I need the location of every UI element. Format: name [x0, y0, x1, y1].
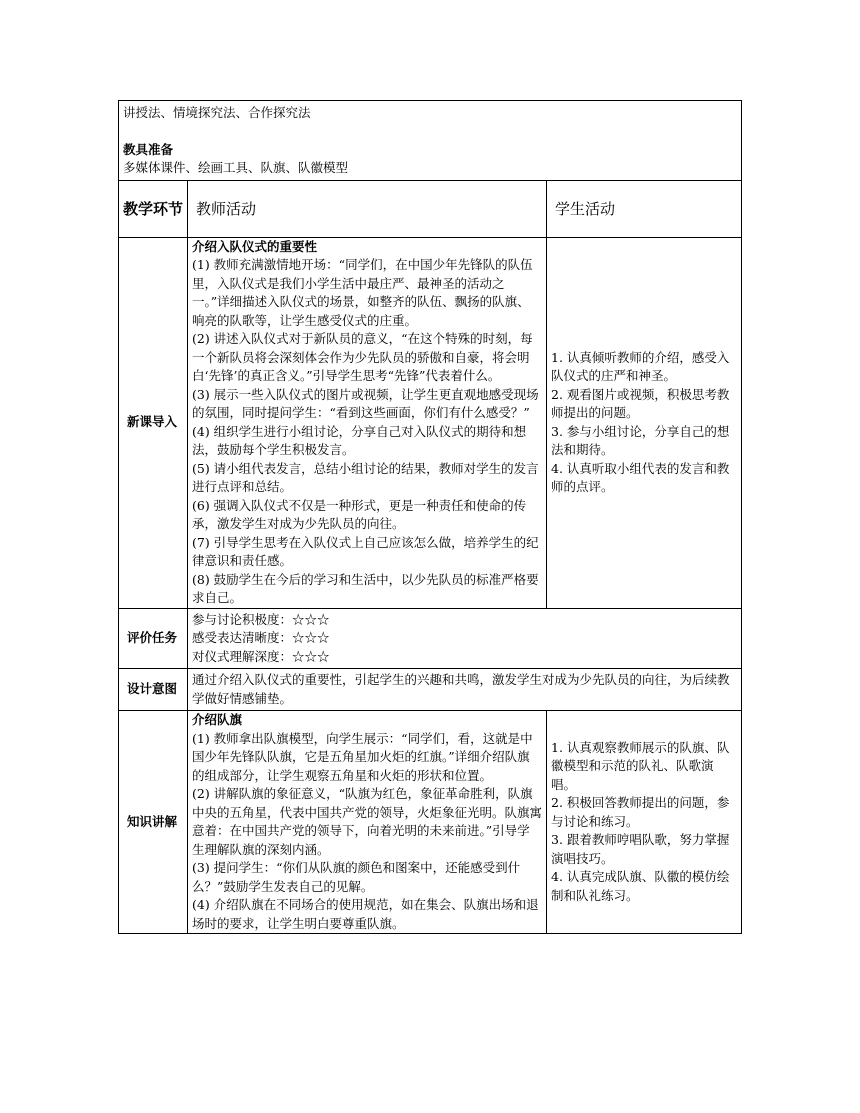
teacher-step: (1) 教师充满激情地开场：“同学们，在中国少年先锋队的队伍里，入队仪式是我们小学生活中最庄严、最神圣的活动之一。”详细描述入队仪式的场景，如整齐的队伍、飘扬的队旗、响亮的队歌等，让学生感受仪式的庄重。 [192, 257, 533, 328]
teacher-step: (3) 提问学生：“你们从队旗的颜色和图案中，还能感受到什么？”鼓励学生发表自己的见解。 [192, 860, 521, 894]
teacher-step: (6) 强调入队仪式不仅是一种形式，更是一种责任和使命的传承，激发学生对成为少先队员的向往。 [192, 497, 527, 531]
section-row-knowledge [119, 711, 742, 934]
evaluation-item: 对仪式理解深度：☆☆☆ [192, 648, 330, 664]
intro-row [119, 101, 742, 181]
materials-title: 教具准备 [123, 141, 174, 157]
teaching-methods: 讲授法、情境探究法、合作探究法 [123, 105, 311, 120]
teacher-activity-cell [188, 711, 547, 934]
evaluation-item: 感受表达清晰度：☆☆☆ [192, 630, 330, 645]
intro-cell [119, 101, 742, 181]
teacher-step: (1) 教师拿出队旗模型，向学生展示：“同学们，看，这就是中国少年先锋队队旗，它是五角星加火炬的红旗。”详细介绍队旗的组成部分，让学生观察五角星和火炬的形状和位置。 [192, 730, 533, 783]
teacher-step: (4) 介绍队旗在不同场合的使用规范，如在集会、队旗出场和退场时的要求，让学生明白要尊重队旗。 [192, 897, 539, 931]
design-intent-row [119, 669, 742, 711]
student-step: 3. 参与小组讨论，分享自己的想法和期待。 [551, 423, 730, 457]
teacher-step: (7) 引导学生思考在入队仪式上自己应该怎么做，培养学生的纪律意识和责任感。 [192, 534, 539, 568]
student-step: 2. 积极回答教师提出的问题，参与讨论和练习。 [551, 795, 730, 829]
header-student-activity: 学生活动 [547, 180, 742, 237]
student-step: 4. 认真完成队旗、队徽的模仿绘制和队礼练习。 [551, 869, 730, 903]
student-activity-cell [547, 711, 742, 934]
section-label: 新课导入 [119, 237, 188, 608]
student-step: 1. 认真观察教师展示的队旗、队徽模型和示范的队礼、队歌演唱。 [551, 739, 730, 792]
student-activity-cell [547, 237, 742, 608]
student-step: 2. 观看图片或视频，积极思考教师提出的问题。 [551, 386, 730, 420]
student-step: 4. 认真听取小组代表的发言和教师的点评。 [551, 460, 730, 494]
section-label: 知识讲解 [119, 711, 188, 934]
section-title: 介绍队旗 [192, 712, 243, 727]
lesson-plan-page [118, 100, 741, 934]
student-step: 3. 跟着教师哼唱队歌，努力掌握演唱技巧。 [551, 832, 730, 866]
header-teacher-activity: 教师活动 [188, 180, 547, 237]
teacher-step: (5) 请小组代表发言，总结小组讨论的结果，教师对学生的发言进行点评和总结。 [192, 460, 539, 494]
teacher-activity-cell [188, 237, 547, 608]
student-step: 1. 认真倾听教师的介绍，感受入队仪式的庄严和神圣。 [551, 349, 730, 383]
teacher-step: (3) 展示一些入队仪式的图片或视频，让学生更直观地感受现场的氛围，同时提问学生：“看到这些画面，你们有什么感受？” [192, 386, 539, 420]
teacher-step: (4) 组织学生进行小组讨论，分享自己对入队仪式的期待和想法，鼓励每个学生积极发言。 [192, 423, 527, 457]
header-stage: 教学环节 [119, 180, 188, 237]
design-intent-text: 通过介绍入队仪式的重要性，引起学生的兴趣和共鸣，激发学生对成为少先队员的向往，为后续教学做好情感铺垫。 [188, 669, 742, 711]
design-intent-label: 设计意图 [119, 669, 188, 711]
table-header-row [119, 180, 742, 237]
evaluation-label: 评价任务 [119, 608, 188, 669]
section-row-intro [119, 237, 742, 608]
teacher-step: (8) 鼓励学生在今后的学习和生活中，以少先队员的标准严格要求自己。 [192, 571, 539, 605]
evaluation-cell [188, 608, 742, 669]
evaluation-item: 参与讨论积极度：☆☆☆ [192, 611, 330, 627]
materials-list: 多媒体课件、绘画工具、队旗、队徽模型 [123, 160, 349, 175]
lesson-plan-table [118, 100, 742, 934]
teacher-step: (2) 讲述入队仪式对于新队员的意义，“在这个特殊的时刻，每一个新队员将会深刻体会作为少先队员的骄傲和自豪，将会明白‘先锋’的真正含义。”引导学生思考“先锋”代表着什么。 [192, 331, 533, 383]
teacher-step: (2) 讲解队旗的象征意义，“队旗为红色，象征革命胜利，队旗中央的五角星，代表中国共产党的领导，火炬象征光明。队旗寓意着：在中国共产党的领导下，向着光明的未来前进。”引导学生理解队旗的深刻内涵。 [192, 786, 543, 857]
section-title: 介绍入队仪式的重要性 [192, 238, 318, 254]
evaluation-row [119, 608, 742, 669]
